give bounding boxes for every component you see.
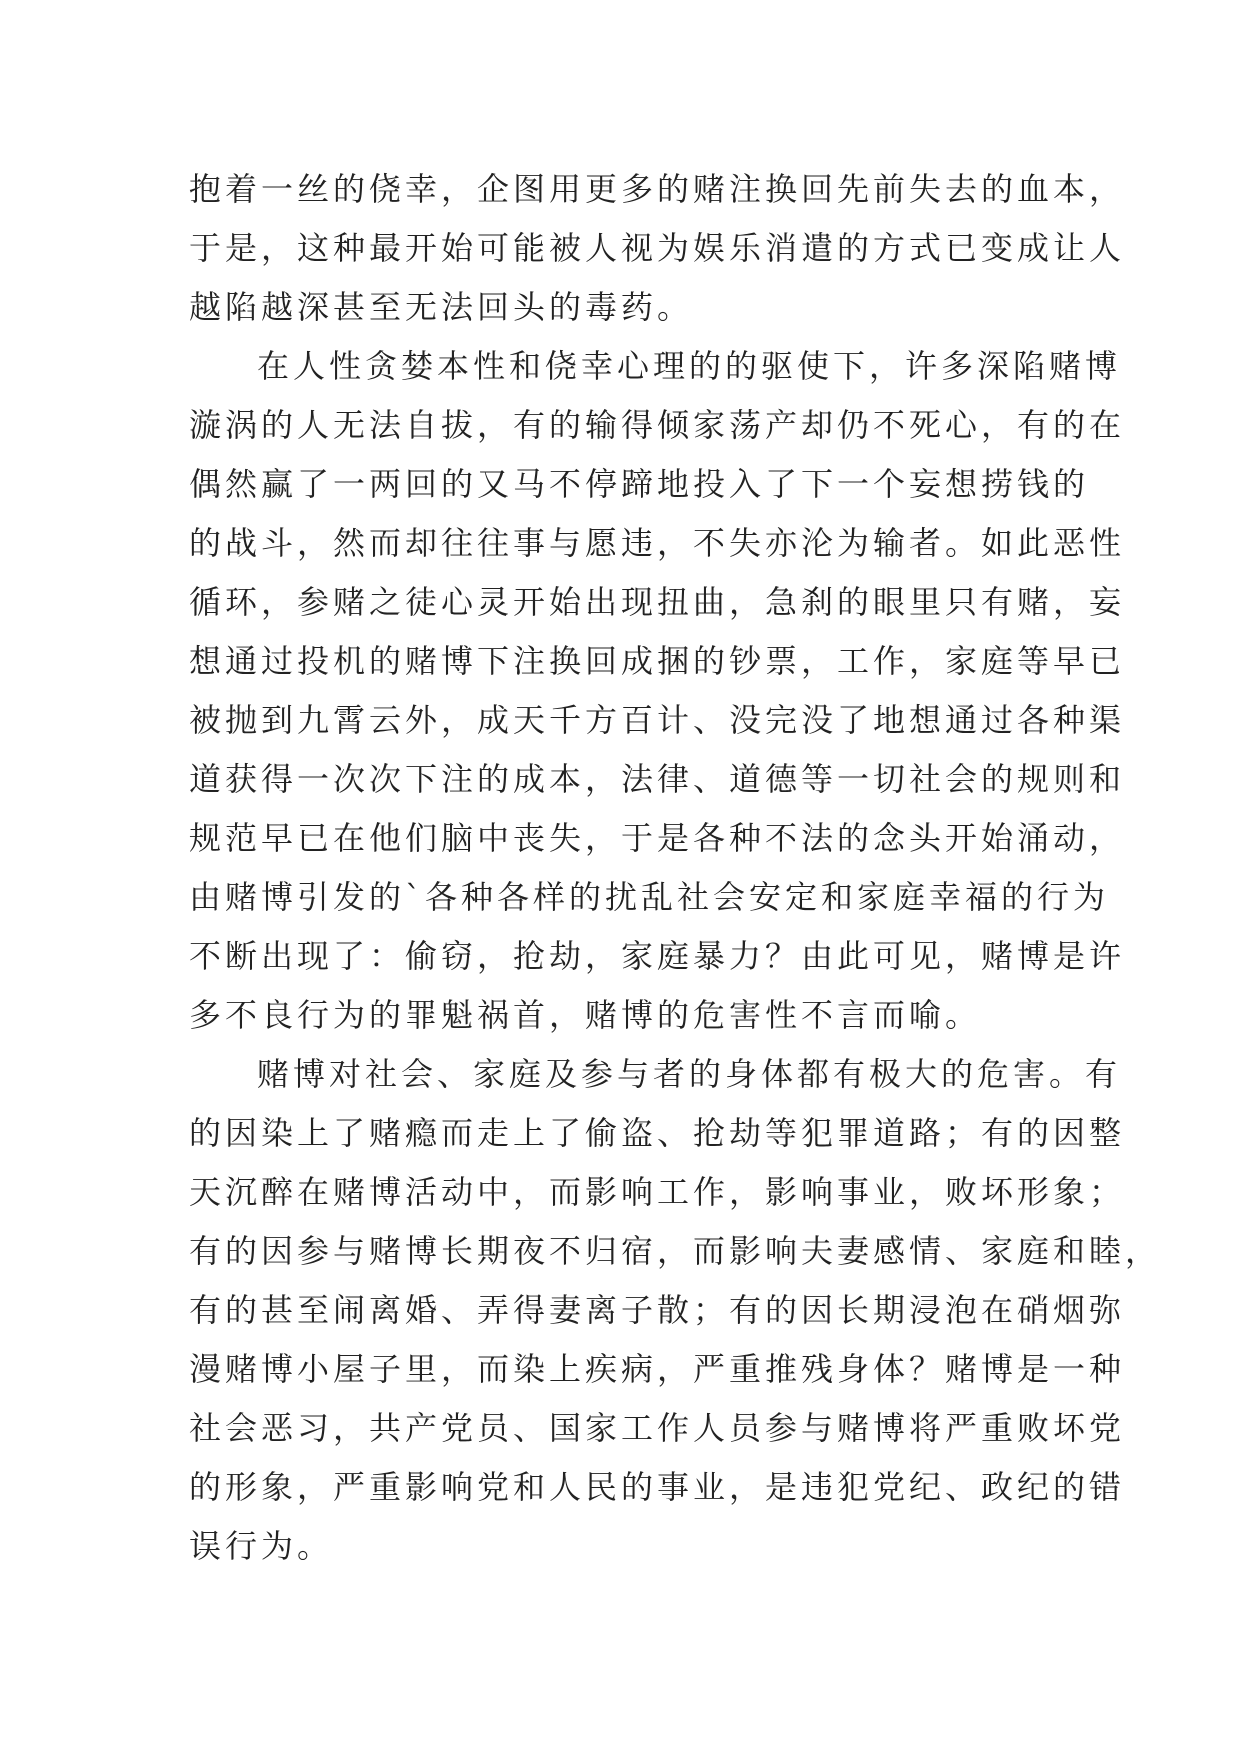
text-line: 规范早已在他们脑中丧失，于是各种不法的念头开始涌动， [189,819,1126,857]
text-line: 抱着一丝的侥幸，企图用更多的赌注换回先前失去的血本， [189,170,1126,208]
text-line: 的战斗，然而却往往事与愿违，不失亦沦为输者。如此恶性 [189,524,1126,562]
text-line: 循环，参赌之徒心灵开始出现扭曲，急刹的眼里只有赌，妄 [189,583,1126,621]
text-line: 偶然赢了一两回的又马不停蹄地投入了下一个妄想捞钱的 [189,465,1090,503]
text-line: 道获得一次次下注的成本，法律、道德等一切社会的规则和 [189,760,1126,798]
text-line: 多不良行为的罪魁祸首，赌博的危害性不言而喻。 [189,996,982,1034]
text-line: 越陷越深甚至无法回头的毒药。 [189,288,694,326]
text-line: 的因染上了赌瘾而走上了偷盗、抢劫等犯罪道路；有的因整 [189,1114,1126,1152]
text-line: 社会恶习，共产党员、国家工作人员参与赌博将严重败坏党 [189,1409,1126,1447]
paragraph-1 [189,160,1126,337]
text-line: 被抛到九霄云外，成天千方百计、没完没了地想通过各种渠 [189,701,1126,739]
body-text [189,160,1162,1576]
text-line: 天沉醉在赌博活动中，而影响工作，影响事业，败坏形象； [189,1173,1126,1211]
text-line: 误行为。 [189,1527,334,1565]
paragraph-3 [189,1045,1162,1576]
paragraph-2 [189,337,1126,1045]
text-line: 有的因参与赌博长期夜不归宿，而影响夫妻感情、家庭和睦， [189,1232,1162,1270]
text-line: 不断出现了：偷窃，抢劫，家庭暴力？由此可见，赌博是许 [189,937,1126,975]
text-line: 漫赌博小屋子里，而染上疾病，严重推残身体？赌博是一种 [189,1350,1126,1388]
text-line: 想通过投机的赌博下注换回成捆的钞票，工作，家庭等早已 [189,642,1126,680]
text-line: 漩涡的人无法自拔，有的输得倾家荡产却仍不死心，有的在 [189,406,1126,444]
text-line: 有的甚至闹离婚、弄得妻离子散；有的因长期浸泡在硝烟弥 [189,1291,1126,1329]
text-line: 在人性贪婪本性和侥幸心理的的驱使下，许多深陷赌博 [257,347,1122,385]
text-line: 的形象，严重影响党和人民的事业，是违犯党纪、政纪的错 [189,1468,1126,1506]
text-line: 赌博对社会、家庭及参与者的身体都有极大的危害。有 [257,1055,1122,1093]
text-line: 于是，这种最开始可能被人视为娱乐消遣的方式已变成让人 [189,229,1126,267]
text-line: 由赌博引发的`各种各样的扰乱社会安定和家庭幸福的行为 [189,878,1110,916]
